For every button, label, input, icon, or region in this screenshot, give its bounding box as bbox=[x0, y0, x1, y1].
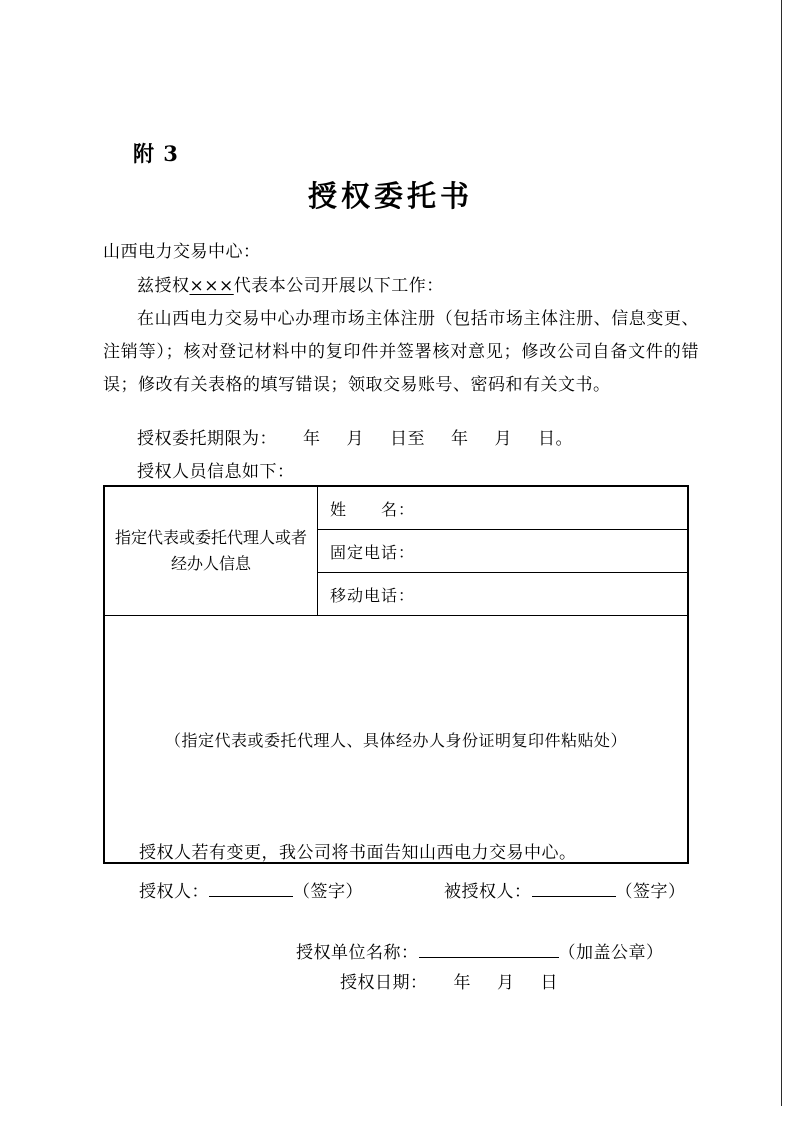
date-row bbox=[340, 968, 558, 993]
organization-suffix: （加盖公章） bbox=[558, 943, 664, 963]
attachment-number: 附 3 bbox=[133, 141, 179, 166]
organization-row bbox=[296, 938, 664, 963]
table-row-label: 指定代表或委托代理人或者经办人信息 bbox=[104, 486, 318, 616]
field-landline[interactable]: 固定电话： bbox=[318, 530, 689, 573]
page-title: 授权委托书 bbox=[307, 179, 473, 213]
term-day-2: 日。 bbox=[538, 429, 573, 449]
date-month[interactable]: 月 bbox=[497, 973, 515, 993]
term-day-1: 日至 bbox=[390, 429, 425, 449]
authorizer-label: 授权人： bbox=[139, 882, 209, 902]
change-notice: 授权人若有变更，我公司将书面告知山西电力交易中心。 bbox=[139, 843, 577, 863]
authorized-label: 被授权人： bbox=[444, 882, 532, 902]
authorize-name-blank: ××× bbox=[189, 276, 234, 296]
paste-area-note: （指定代表或委托代理人、具体经办人身份证明复印件粘贴处） bbox=[164, 730, 627, 750]
authorized-signature-blank[interactable] bbox=[532, 879, 616, 897]
authorizer-signature-group bbox=[139, 877, 363, 902]
term-label: 授权委托期限为： bbox=[137, 429, 277, 449]
authorize-paragraph bbox=[103, 270, 699, 303]
authorized-person-table bbox=[103, 485, 689, 864]
authorized-suffix: （签字） bbox=[615, 882, 686, 902]
field-name[interactable]: 姓 名： bbox=[318, 486, 689, 530]
table-row bbox=[104, 486, 688, 530]
date-year[interactable]: 年 bbox=[453, 973, 471, 993]
authorized-signature-group bbox=[444, 877, 686, 902]
table-row bbox=[104, 616, 688, 864]
date-label: 授权日期： bbox=[340, 973, 428, 993]
field-mobile[interactable]: 移动电话： bbox=[318, 573, 689, 616]
term-month-2: 月 bbox=[494, 429, 512, 449]
page-edge-rule bbox=[781, 0, 782, 1106]
id-copy-paste-area[interactable] bbox=[104, 616, 688, 864]
term-year-2: 年 bbox=[451, 429, 469, 449]
organization-label: 授权单位名称： bbox=[296, 943, 419, 963]
date-day[interactable]: 日 bbox=[540, 973, 558, 993]
scope-paragraph: 在山西电力交易中心办理市场主体注册（包括市场主体注册、信息变更、注销等）；核对登记材料中的复印件并签署核对意见；修改公司自备文件的错误；修改有关表格的填写错误；领取交易账号、密码和有关文书。 bbox=[103, 309, 699, 395]
authorize-prefix: 兹授权 bbox=[137, 276, 190, 296]
authorizer-suffix: （签字） bbox=[293, 882, 363, 902]
organization-name-blank[interactable] bbox=[419, 940, 559, 958]
authorize-suffix: 代表本公司开展以下工作： bbox=[233, 276, 444, 296]
authorizer-signature-blank[interactable] bbox=[209, 879, 293, 897]
info-paragraph: 授权人员信息如下： bbox=[137, 462, 295, 482]
term-year-1: 年 bbox=[303, 429, 321, 449]
term-month-1: 月 bbox=[346, 429, 364, 449]
term-paragraph bbox=[103, 423, 699, 456]
salutation: 山西电力交易中心： bbox=[103, 242, 261, 262]
